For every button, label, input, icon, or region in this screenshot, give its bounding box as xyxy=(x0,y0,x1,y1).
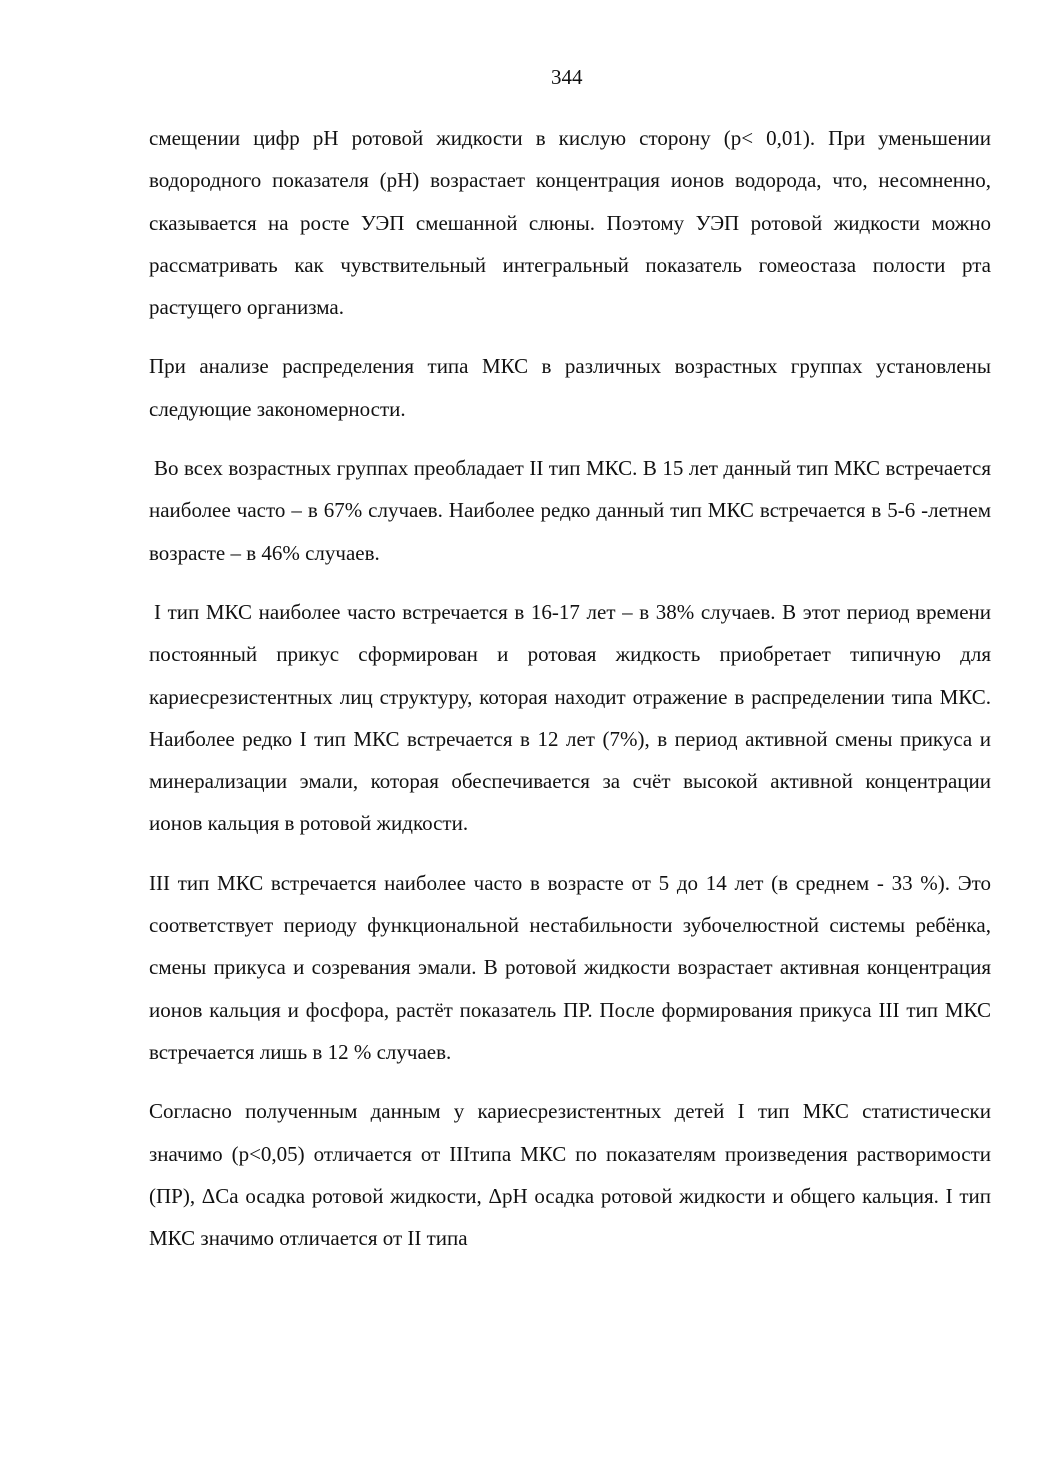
paragraph-6: Согласно полученным данным у кариесрезистентных детей I тип МКС статистически значимо (р<0,05) отличается от IIIтипа МКС по показателям произведения растворимости (ПР), ΔCa осадка ротовой жидкости, ΔpH осадка ротовой жидкости и общего кальция. I тип МКС значимо отличается от II типа xyxy=(149,1099,991,1251)
paragraph-5: III тип МКС встречается наиболее часто в возрасте от 5 до 14 лет (в среднем - 33 %). Это соответствует периоду функциональной нестабильности зубочелюстной системы ребёнка, смены прикуса и созревания эмали. В ротовой жидкости возрастает активная концентрация ионов кальция и фосфора, растёт показатель ПР. После формирования прикуса III тип МКС встречается лишь в 12 % случаев. xyxy=(149,870,991,1064)
paragraph-1: смещении цифр рН ротовой жидкости в кислую сторону (р< 0,01). При уменьшении водородного показателя (рН) возрастает концентрация ионов водорода, что, несомненно, сказывается на росте УЭП смешанной слюны. Поэтому УЭП ротовой жидкости можно рассматривать как чувствительный интегральный показатель гомеостаза полости рта растущего организма. xyxy=(149,126,991,320)
paragraph-2: При анализе распределения типа МКС в различных возрастных группах установлены следующие закономерности. xyxy=(149,354,991,421)
page-number: 344 xyxy=(551,65,583,89)
paragraph-3: Во всех возрастных группах преобладает II тип МКС. В 15 лет данный тип МКС встречается наиболее часто – в 67% случаев. Наиболее редко данный тип МКС встречается в 5-6 -летнем возрасте – в 46% случаев. xyxy=(149,456,991,565)
paragraph-4: I тип МКС наиболее часто встречается в 16-17 лет – в 38% случаев. В этот период времени постоянный прикус сформирован и ротовая жидкость приобретает типичную для кариесрезистентных лиц структуру, которая находит отражение в распределении типа МКС. Наиболее редко I тип МКС встречается в 12 лет (7%), в период активной смены прикуса и минерализации эмали, которая обеспечивается за счёт высокой активной концентрации ионов кальция в ротовой жидкости. xyxy=(149,599,991,836)
document-body xyxy=(149,117,991,1259)
